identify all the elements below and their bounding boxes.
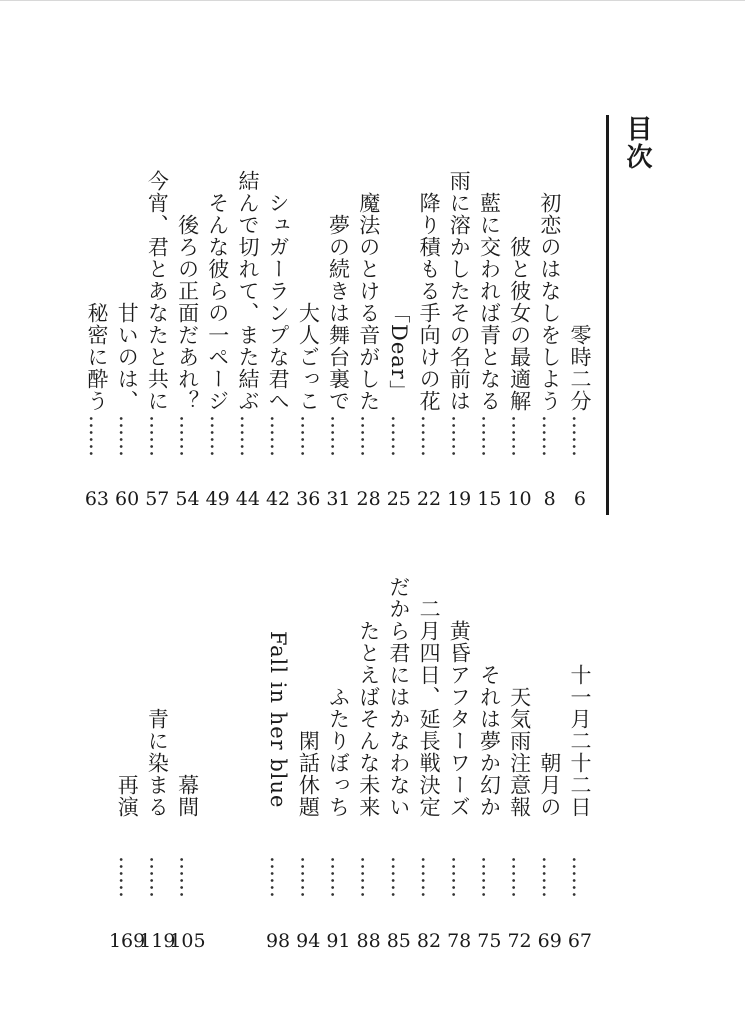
entry-title: 今宵、君とあなたと共に [145,170,170,412]
toc-heading: 目次 [622,115,652,171]
page-number: 49 [205,488,230,510]
page-number: 57 [145,488,170,510]
entry-title: 夢の続きは舞台裏で [326,214,351,412]
toc-entry [535,170,565,520]
toc-entry [354,598,384,958]
page-number: 19 [447,488,472,510]
top-rule [0,0,745,1]
entry-title: Fall in her blue [266,631,291,809]
toc-entry [354,170,384,520]
page-number: 25 [386,488,411,510]
entry-title: 秘密に酔う [85,302,109,412]
leader-dots: …… [115,856,140,898]
page-number: 42 [265,488,291,510]
toc-lower-block [108,576,595,958]
page-number: 91 [326,930,351,952]
toc-entry [414,170,444,520]
leader-dots: …… [175,415,200,457]
page-number: 36 [296,488,321,510]
entry-title: 閑話休題 [296,730,321,818]
leader-dots: …… [296,415,321,457]
leader-dots: …… [477,415,502,457]
entry-title: 再演 [115,774,140,818]
leader-dots: …… [507,856,532,898]
page-number: 8 [543,488,556,510]
toc-entry [414,598,444,958]
entry-title: 藍に交われば青となる [477,192,502,412]
toc-entry [444,170,474,520]
leader-dots: …… [266,856,291,898]
toc-entry [169,598,206,958]
leader-dots: …… [477,856,502,898]
entry-title: それは夢か幻か [477,664,502,818]
toc-spacer [233,598,263,958]
entry-title: 彼と彼女の最適解 [507,236,532,412]
page-number: 82 [416,930,442,952]
page-number: 85 [386,930,411,952]
page-number: 94 [296,930,321,952]
page-number: 69 [537,930,562,952]
entry-title: 幕間 [175,774,200,818]
leader-dots: …… [386,856,411,898]
heading-divider [606,115,609,515]
entry-title: 「Dear」 [386,302,411,402]
page-number: 54 [175,488,200,510]
toc-entry [323,170,353,520]
toc-entry [203,170,233,520]
entry-title: 後ろの正面だあれ？ [175,214,200,412]
page-number: 31 [326,488,351,510]
page-number: 169 [108,930,146,952]
page-number: 22 [416,488,442,510]
page-number: 60 [115,488,140,510]
entry-title: 零時二分 [568,324,592,412]
page-number: 63 [84,488,109,510]
page-number: 75 [477,930,502,952]
entry-title: 魔法のとける音がした [356,192,381,412]
entry-title: 初恋のはなしをしよう [537,192,562,412]
toc-entry [293,170,323,520]
toc-entry [139,598,176,958]
toc-entry [444,598,474,958]
leader-dots: …… [205,415,230,457]
entry-title: たとえばそんな未来 [356,620,381,818]
entry-title: 降り積もる手向けの花 [417,192,442,412]
toc-entry [263,170,293,520]
page-number: 44 [235,488,260,510]
leader-dots: …… [447,415,472,457]
page-number: 67 [567,930,592,952]
leader-dots: …… [507,415,532,457]
entry-title: ふたりぼっち [326,686,351,818]
toc-entry [384,576,414,958]
toc-entry [142,170,172,520]
toc-entry [565,170,595,520]
toc-entry [535,598,565,958]
toc-upper-block [82,170,595,520]
leader-dots: …… [417,856,442,898]
leader-dots: …… [266,415,291,457]
leader-dots: …… [447,856,472,898]
page-number: 105 [169,930,206,952]
toc-entry [323,598,353,958]
toc-entry [108,598,146,958]
toc-spacer [203,598,233,958]
toc-entry [293,598,323,958]
toc-entry [504,598,534,958]
entry-title: 結んで切れて、また結ぶ [235,170,260,412]
toc-entry [504,170,534,520]
page-number: 119 [139,930,176,952]
entry-title: 雨に溶かしたその名前は [447,170,472,412]
toc-entry [474,598,504,958]
leader-dots: …… [145,856,170,898]
leader-dots: …… [356,415,381,457]
entry-title: シュガーランプな君へ [266,192,291,412]
entry-title: 十一月二十二日 [568,664,592,818]
entry-title: 青に染まる [145,708,170,818]
page-number: 10 [507,488,532,510]
page-number: 88 [356,930,381,952]
toc-entry [82,170,112,520]
entry-title: そんな彼らの一ページ [205,192,230,412]
leader-dots: …… [537,415,562,457]
entry-title: 天気雨注意報 [507,686,532,818]
leader-dots: …… [568,856,592,898]
toc-entry [474,170,504,520]
leader-dots: …… [417,415,442,457]
leader-dots: …… [326,856,351,898]
leader-dots: …… [115,415,140,457]
leader-dots: …… [296,856,321,898]
toc-entry [233,170,263,520]
leader-dots: …… [175,856,200,898]
toc-entry [263,598,293,958]
leader-dots: …… [386,415,411,457]
entry-title: 朝月の [537,752,562,818]
entry-title: 黄昏アフターワーズ [447,620,472,818]
page-number: 28 [356,488,381,510]
entry-title: だから君にはかなわない [386,576,411,818]
page-number: 72 [507,930,532,952]
leader-dots: …… [145,415,170,457]
leader-dots: …… [568,415,592,457]
page-number: 78 [447,930,472,952]
page-number: 6 [573,488,586,510]
entry-title: 大人ごっこ [296,302,321,412]
entry-title: 二月四日、延長戦決定 [417,598,442,818]
entry-title: 甘いのは、 [115,302,140,412]
leader-dots: …… [326,415,351,457]
leader-dots: …… [235,415,260,457]
leader-dots: …… [356,856,381,898]
leader-dots: …… [85,415,109,457]
leader-dots: …… [537,856,562,898]
toc-entry [172,170,202,520]
page-number: 15 [477,488,502,510]
toc-entry [384,170,414,520]
toc-entry [112,170,142,520]
toc-entry [565,598,595,958]
page-number: 98 [265,930,291,952]
